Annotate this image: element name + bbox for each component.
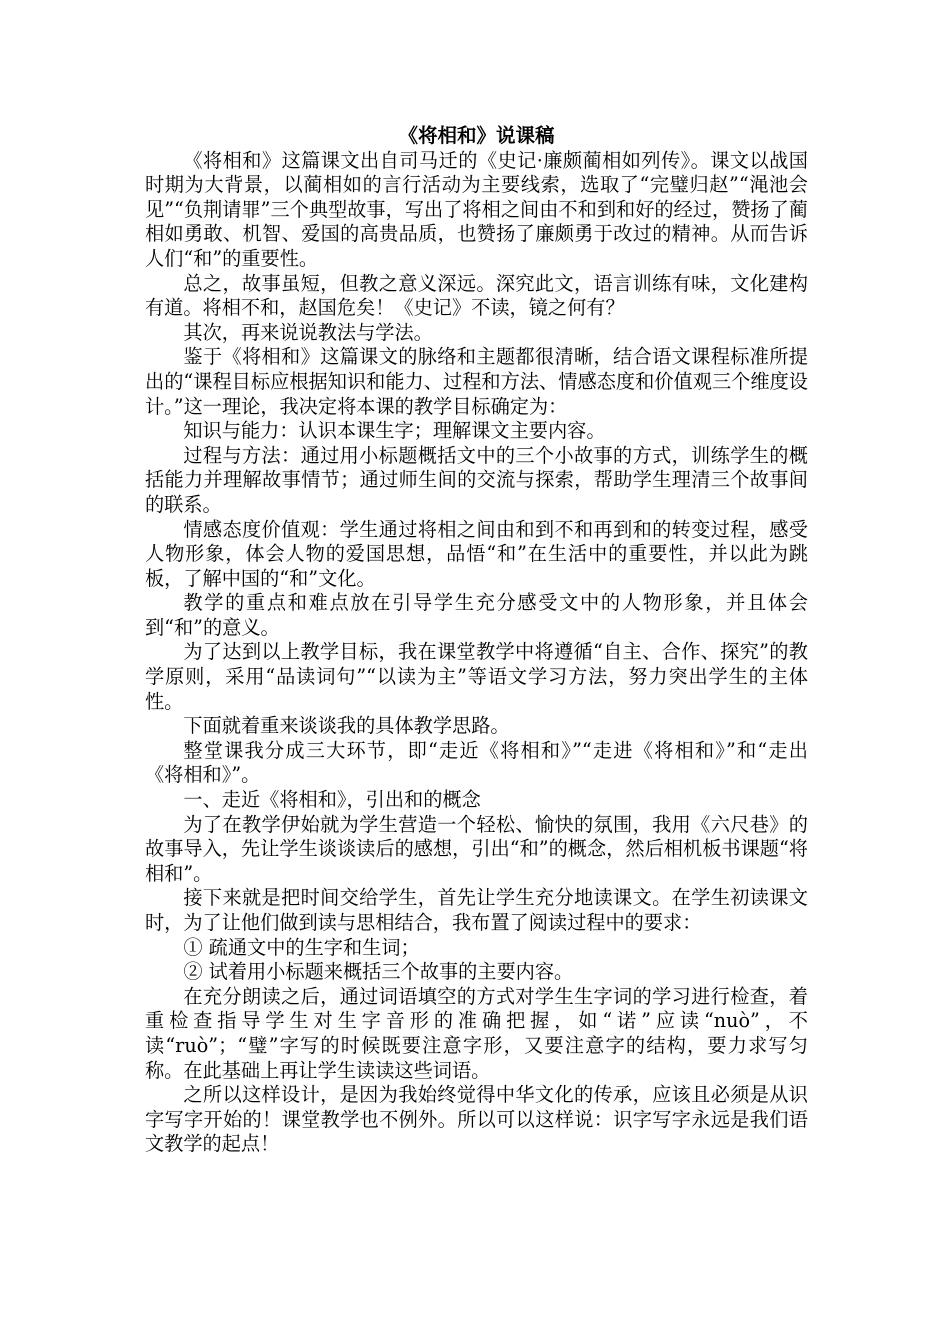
paragraph-intro: 《将相和》这篇课文出自司马迁的《史记·廉颇蔺相如列传》。课文以战国时期为大背景，以蔺相如的言行活动为主要线索，选取了“完璧归赵”“渑池会见”“负荆请罪”三个典型故事，写出了将相之间由不和到和好的经过，赞扬了蔺相如勇敢、机智、爱国的高贵品质，也赞扬了廉颇勇于改过的精神。从而告诉人们“和”的重要性。 [145,148,808,270]
document-title: 《将相和》说课稿 [398,124,555,147]
list-item-2: ② 试着用小标题来概括三个故事的主要内容。 [183,960,574,984]
document-page [145,124,808,1157]
paragraph-reading: 接下来就是把时间交给学生，首先让学生充分地读课文。在学生初读课文时，为了让他们做到读与思相结合，我布置了阅读过程中的要求： [145,886,808,934]
paragraph-objective-knowledge: 知识与能力：认识本课生字；理解课文主要内容。 [183,419,606,443]
paragraph-vocabulary-check: 在充分朗读之后，通过词语填空的方式对学生生字词的学习进行检查，着重检查指导学生对生字音形的准确把握，如“诺”应读“nuò”，不读“ruò”；“璧”字写的时候既要注意字形，又要注意字的结构，要力求写匀称。在此基础上再让学生读读这些词语。 [145,984,808,1082]
paragraph-conclusion: 之所以这样设计，是因为我始终觉得中华文化的传承，应该且必须是从识字写字开始的！课堂教学也不例外。所以可以这样说：识字写字永远是我们语文教学的起点！ [145,1083,808,1156]
paragraph-objectives-intro: 鉴于《将相和》这篇课文的脉络和主题都很清晰，结合语文课程标准所提出的“课程目标应根据知识和能力、过程和方法、情感态度和价值观三个维度设计。”这一理论，我决定将本课的教学目标确定为： [145,345,808,418]
paragraph-objective-values: 情感态度价值观：学生通过将相之间由和到不和再到和的转变过程，感受人物形象，体会人物的爱国思想，品悟“和”在生活中的重要性，并以此为跳板，了解中国的“和”文化。 [145,517,808,590]
paragraph-methods-heading: 其次，再来说说教法与学法。 [183,320,433,344]
paragraph-objective-process: 过程与方法：通过用小标题概括文中的三个小故事的方式，训练学生的概括能力并理解故事情节；通过师生间的交流与探索，帮助学生理清三个故事间的联系。 [145,443,808,516]
paragraph-principles: 为了达到以上教学目标，我在课堂教学中将遵循“自主、合作、探究”的教学原则，采用“品读词句”“以读为主”等语文学习方法，努力突出学生的主体性。 [145,640,808,713]
paragraph-key-points: 教学的重点和难点放在引导学生充分感受文中的人物形象，并且体会到“和”的意义。 [145,591,808,639]
paragraph-teaching-ideas: 下面就着重来谈谈我的具体教学思路。 [183,714,510,738]
paragraph-three-stages: 整堂课我分成三大环节，即“走近《将相和》”“走进《将相和》”和“走出《将相和》”。 [145,738,808,787]
paragraph-summary: 总之，故事虽短，但教之意义深远。深究此文，语言训练有味，文化建构有道。将相不和，赵国危矣！《史记》不读，镜之何有？ [145,271,808,320]
paragraph-intro-story: 为了在教学伊始就为学生营造一个轻松、愉快的氛围，我用《六尺巷》的故事导入，先让学生谈谈读后的感想，引出“和”的概念，然后相机板书课题“将相和”。 [145,812,808,885]
section-heading-one: 一、走近《将相和》，引出和的概念 [183,788,481,812]
list-item-1: ① 疏通文中的生字和生词； [183,935,420,959]
